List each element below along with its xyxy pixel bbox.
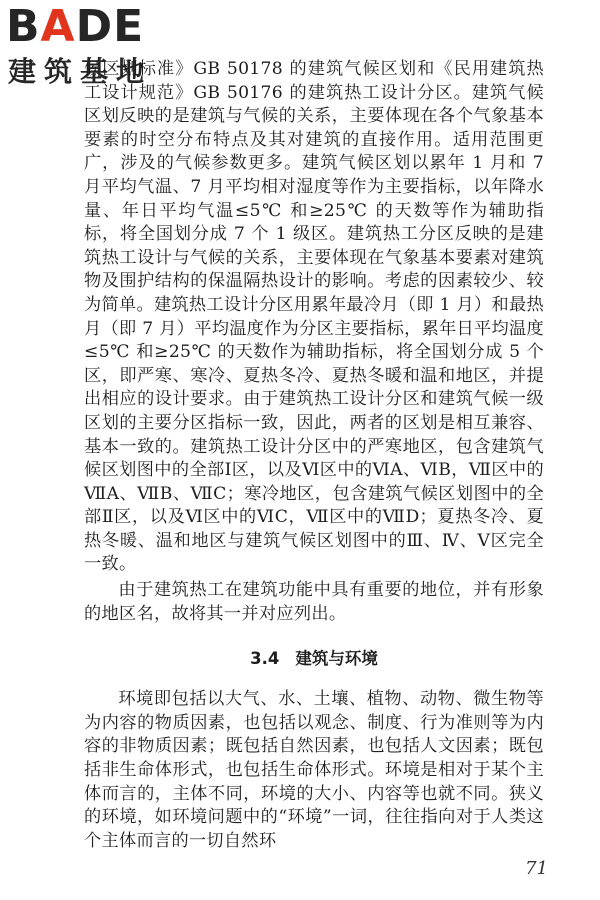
logo-subtitle: 建筑基地 (8, 55, 153, 88)
section-heading (84, 648, 544, 670)
page-number: 71 (525, 858, 548, 879)
section-number: 3.4 (250, 649, 280, 669)
page-body (84, 58, 544, 853)
section-title: 建筑与环境 (295, 649, 378, 669)
logo-wordmark: BADE (6, 1, 145, 52)
paragraph-climate-zoning: 候区划标准》GB 50178 的建筑气候区划和《民用建筑热工设计规范》GB 50176 的建筑热工设计分区。建筑气候区划反映的是建筑与气候的关系，主要体现在各个气象基本要素的时空分布特点及其对建筑的直接作用。适用范围更广，涉及的气候参数更多。建筑气候区划以累年 1 月和 7 月平均气温、7 月平均相对湿度等作为主要指标，以年降水量、年日平均气温≤5℃ 和≥25℃ 的天数等作为辅助指标，将全国划分成 7 个 1 级区。建筑热工分区反映的是建筑热工设计与气候的关系，主要体现在气象基本要素对建筑物及围护结构的保温隔热设计的影响。考虑的因素较少、较为简单。建筑热工设计分区用累年最冷月（即 1 月）和最热月（即 7 月）平均温度作为分区主要指标，累年日平均温度≤5℃ 和≥25℃ 的天数作为辅助指标，将全国划分成 5 个区，即严寒、寒冷、夏热冬冷、夏热冬暖和温和地区，并提出相应的设计要求。由于建筑热工设计分区和建筑气候一级区划的主要分区指标一致，因此，两者的区划是相互兼容、基本一致的。建筑热工设计分区中的严寒地区，包含建筑气候区划图中的全部Ⅰ区，以及Ⅵ区中的ⅥA、ⅥB，Ⅶ区中的ⅦA、ⅦB、ⅦC；寒冷地区，包含建筑气候区划图中的全部Ⅱ区，以及Ⅵ区中的ⅥC，Ⅶ区中的ⅦD；夏热冬冷、夏热冬暖、温和地区与建筑气候区划图中的Ⅲ、Ⅳ、Ⅴ区完全一致。 (84, 59, 544, 575)
paragraph-thermal-importance: 由于建筑热工在建筑功能中具有重要的地位，并有形象的地区名，故将其一并对应列出。 (84, 580, 544, 624)
paragraph-environment: 环境即包括以大气、水、土壤、植物、动物、微生物等为内容的物质因素，也包括以观念、制度、行为准则等为内容的非物质因素；既包括自然因素，也包括人文因素；既包括非生命体形式，也包括生命体形式。环境是相对于某个主体而言的，主体不同，环境的大小、内容等也就不同。狭义的环境，如环境问题中的“环境”一词，往往指向对于人类这个主体而言的一切自然环 (84, 689, 544, 851)
